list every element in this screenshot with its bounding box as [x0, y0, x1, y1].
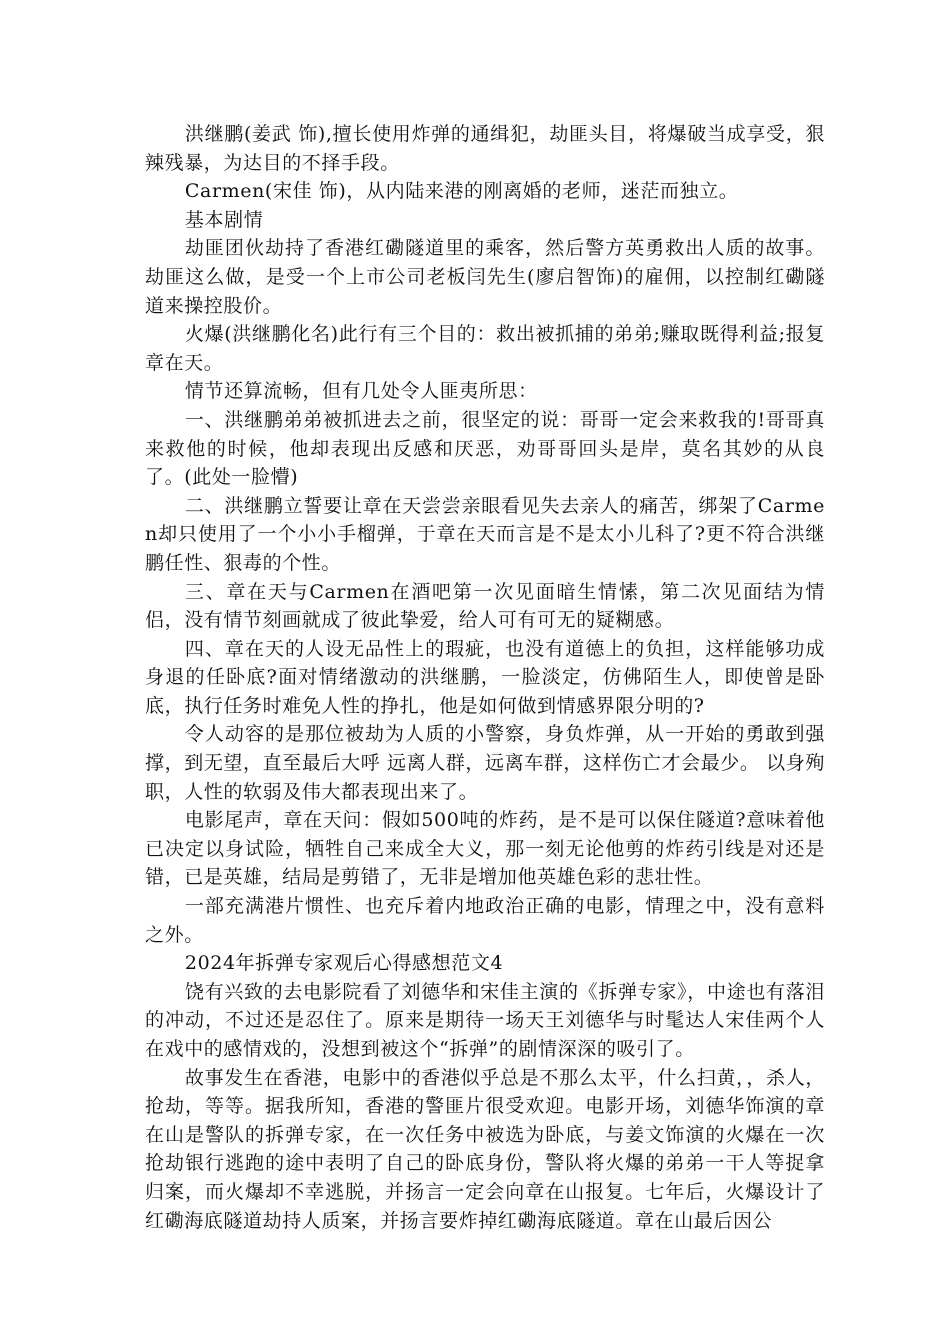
- document-body: [145, 120, 825, 1235]
- paragraph-three-goals: 火爆(洪继鹏化名)此行有三个目的：救出被抓捕的弟弟;赚取既得利益;报复章在天。: [145, 323, 825, 374]
- paragraph-ending: 电影尾声，章在天问：假如500吨的炸药，是不是可以保住隧道?意味着他已决定以身试险，牺牲自己来成全大义，那一刻无论他剪的炸药引线是对还是错，已是英雄，结局是剪错了，无非是增加他英雄色彩的悲壮性。: [145, 809, 825, 889]
- section-heading-essay-4: 2024年拆弹专家观后心得感想范文4: [184, 952, 504, 975]
- section-heading-plot: 基本剧情: [184, 208, 264, 231]
- paragraph-character-hong: 洪继鹏(姜武 饰),擅长使用炸弹的通缉犯，劫匪头目，将爆破当成享受，狠辣残暴，为达目的不择手段。: [145, 123, 825, 174]
- paragraph-plot-issues-intro: 情节还算流畅，但有几处令人匪夷所思：: [184, 380, 538, 403]
- paragraph-essay4-intro: 饶有兴致的去电影院看了刘德华和宋佳主演的《拆弹专家》，中途也有落泪的冲动，不过还是忍住了。原来是期待一场天王刘德华与时髦达人宋佳两个人在戏中的感情戏的，没想到被这个“拆弹”的剧情深深的吸引了。: [145, 980, 825, 1060]
- paragraph-essay4-story: 故事发生在香港，电影中的香港似乎总是不那么太平，什么扫黄，，杀人，抢劫，等等。据我所知，香港的警匪片很受欢迎。电影开场，刘德华饰演的章在山是警队的拆弹专家，在一次任务中被选为卧底，与姜文饰演的火爆在一次抢劫银行逃跑的途中表明了自己的卧底身份，警队将火爆的弟弟一干人等捉拿归案，而火爆却不幸逃脱，并扬言一定会向章在山报复。七年后，火爆设计了红磡海底隧道劫持人质案，并扬言要炸掉红磡海底隧道。章在山最后因公: [145, 1066, 825, 1232]
- paragraph-character-carmen: Carmen(宋佳 饰)，从内陆来港的刚离婚的老师，迷茫而独立。: [184, 180, 739, 203]
- paragraph-young-officer: 令人动容的是那位被劫为人质的小警察，身负炸弹，从一开始的勇敢到强撑，到无望，直至最后大呼 远离人群，远离车群，这样伤亡才会最少。 以身殉职，人性的软弱及伟大都表现出来了。: [145, 723, 825, 803]
- paragraph-plot-summary: 劫匪团伙劫持了香港红磡隧道里的乘客，然后警方英勇救出人质的故事。劫匪这么做，是受一个上市公司老板闫先生(廖启智饰)的雇佣，以控制红磡隧道来操控股价。: [145, 237, 825, 317]
- paragraph-issue-four: 四、章在天的人设无品性上的瑕疵，也没有道德上的负担，这样能够功成身退的任卧底?面对情绪激动的洪继鹏，一脸淡定，仿佛陌生人，即使曾是卧底，执行任务时难免人性的挣扎，他是如何做到情感界限分明的?: [145, 637, 825, 717]
- paragraph-issue-three: 三、章在天与Carmen在酒吧第一次见面暗生情愫，第二次见面结为情侣，没有情节刻画就成了彼此挚爱，给人可有可无的疑糊感。: [145, 580, 825, 632]
- paragraph-conclusion: 一部充满港片惯性、也充斥着内地政治正确的电影，情理之中，没有意料之外。: [145, 895, 825, 946]
- paragraph-issue-one: 一、洪继鹏弟弟被抓进去之前，很坚定的说：哥哥一定会来救我的!哥哥真来救他的时候，他却表现出反感和厌恶，劝哥哥回头是岸，莫名其妙的从良了。(此处一脸懵): [145, 408, 825, 489]
- paragraph-issue-two: 二、洪继鹏立誓要让章在天尝尝亲眼看见失去亲人的痛苦，绑架了Carmen却只使用了一个小小手榴弹，于章在天而言是不是太小儿科了?更不符合洪继鹏任性、狠毒的个性。: [145, 494, 825, 574]
